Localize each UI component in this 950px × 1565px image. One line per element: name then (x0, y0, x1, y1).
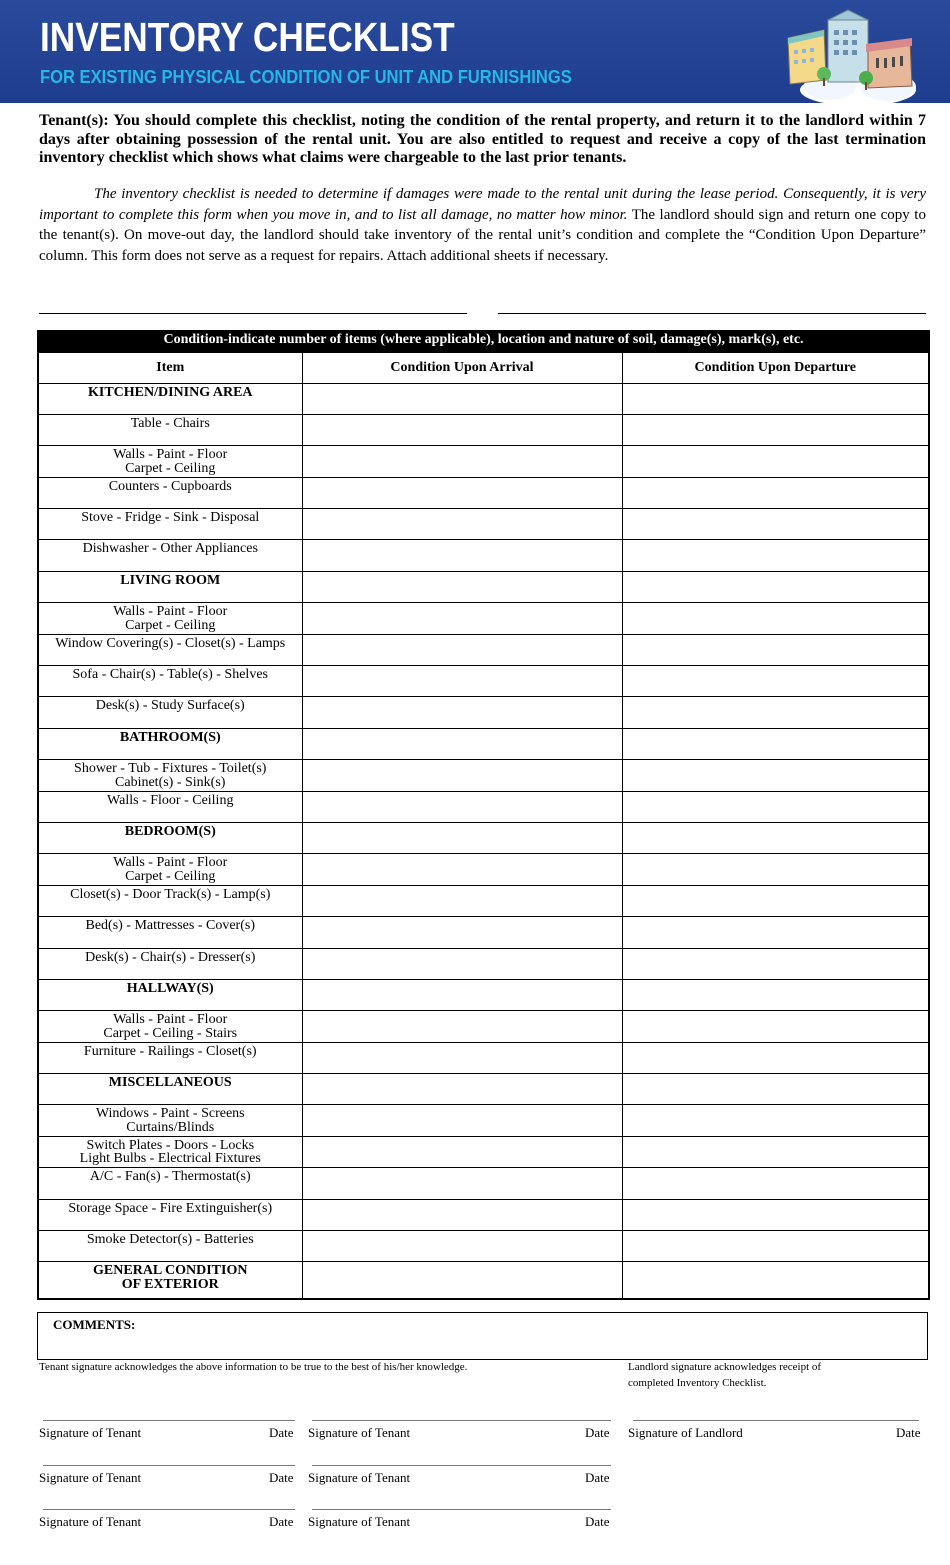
departure-condition-cell[interactable] (622, 760, 929, 791)
departure-condition-cell[interactable] (622, 885, 929, 916)
arrival-condition-cell[interactable] (302, 603, 622, 634)
buildings-logo-icon (780, 8, 930, 104)
landlord-ack-line-1: Landlord signature acknowledges receipt of (628, 1361, 822, 1373)
arrival-condition-cell[interactable] (302, 979, 622, 1010)
column-header-arrival: Condition Upon Arrival (302, 352, 622, 383)
section-row (38, 728, 929, 759)
signature-line[interactable] (312, 1465, 611, 1466)
arrival-condition-cell[interactable] (302, 540, 622, 571)
item-label: Shower - Tub - Fixtures - Toilet(s) Cabinet(s) - Sink(s) (38, 760, 302, 791)
comments-label: COMMENTS: (53, 1317, 136, 1332)
departure-condition-cell[interactable] (622, 1231, 929, 1262)
section-row (38, 571, 929, 602)
signature-tenant-label: Signature of Tenant (308, 1470, 411, 1485)
table-row (38, 1231, 929, 1262)
signature-landlord-label: Signature of Landlord (628, 1425, 743, 1440)
departure-condition-cell[interactable] (622, 697, 929, 728)
signature-tenant-label: Signature of Tenant (39, 1514, 142, 1529)
arrival-condition-cell[interactable] (302, 1105, 622, 1136)
section-row (38, 383, 929, 414)
item-label: Table - Chairs (38, 414, 302, 445)
departure-condition-cell[interactable] (622, 917, 929, 948)
item-label: Desk(s) - Study Surface(s) (38, 697, 302, 728)
departure-condition-cell[interactable] (622, 477, 929, 508)
arrival-condition-cell[interactable] (302, 854, 622, 885)
item-label: Windows - Paint - Screens Curtains/Blinds (38, 1105, 302, 1136)
section-label: HALLWAY(S) (38, 979, 302, 1010)
item-label: Desk(s) - Chair(s) - Dresser(s) (38, 948, 302, 979)
page-subtitle: FOR EXISTING PHYSICAL CONDITION OF UNIT AND FURNISHINGS (40, 67, 572, 87)
section-label: MISCELLANEOUS (38, 1074, 302, 1105)
signature-line[interactable] (43, 1420, 295, 1421)
table-row (38, 603, 929, 634)
arrival-condition-cell[interactable] (302, 477, 622, 508)
date-label: Date (585, 1425, 610, 1440)
departure-condition-cell[interactable] (622, 603, 929, 634)
arrival-condition-cell[interactable] (302, 697, 622, 728)
section-row (38, 822, 929, 853)
item-label: Counters - Cupboards (38, 477, 302, 508)
arrival-condition-cell[interactable] (302, 383, 622, 414)
explanation-italic: The inventory checklist is needed to determine if damages were made to the rental unit during the lease period. Consequently, it is very important to complete this form when you move in, and to list all damage, no matter how minor. (39, 186, 926, 223)
signature-tenant-label: Signature of Tenant (39, 1470, 142, 1485)
departure-condition-cell[interactable] (622, 1136, 929, 1167)
arrival-condition-cell[interactable] (302, 666, 622, 697)
column-header-departure: Condition Upon Departure (622, 352, 929, 383)
item-label: A/C - Fan(s) - Thermostat(s) (38, 1168, 302, 1199)
departure-condition-cell[interactable] (622, 1262, 929, 1299)
table-row (38, 509, 929, 540)
table-row (38, 1136, 929, 1167)
signature-line[interactable] (43, 1465, 295, 1466)
arrival-condition-cell[interactable] (302, 948, 622, 979)
table-row (38, 885, 929, 916)
departure-condition-cell[interactable] (622, 634, 929, 665)
date-label: Date (269, 1425, 294, 1440)
table-row (38, 948, 929, 979)
section-label: KITCHEN/DINING AREA (38, 383, 302, 414)
arrival-condition-cell[interactable] (302, 791, 622, 822)
departure-condition-cell[interactable] (622, 1199, 929, 1230)
item-label: Bed(s) - Mattresses - Cover(s) (38, 917, 302, 948)
table-row (38, 1199, 929, 1230)
blank-line-left[interactable] (39, 313, 467, 314)
arrival-condition-cell[interactable] (302, 760, 622, 791)
item-label: Smoke Detector(s) - Batteries (38, 1231, 302, 1262)
header-banner (0, 0, 950, 103)
table-row (38, 446, 929, 477)
signature-tenant-label: Signature of Tenant (308, 1425, 411, 1440)
page-title: INVENTORY CHECKLIST (40, 14, 455, 60)
departure-condition-cell[interactable] (622, 1074, 929, 1105)
table-row (38, 477, 929, 508)
departure-condition-cell[interactable] (622, 1011, 929, 1042)
signature-line[interactable] (312, 1509, 611, 1510)
item-label: Dishwasher - Other Appliances (38, 540, 302, 571)
inventory-table (37, 330, 930, 1300)
table-row (38, 854, 929, 885)
checklist-explanation (39, 184, 926, 266)
arrival-condition-cell[interactable] (302, 1199, 622, 1230)
blank-line-right[interactable] (498, 313, 926, 314)
item-label: Walls - Paint - Floor Carpet - Ceiling - Stairs (38, 1011, 302, 1042)
departure-condition-cell[interactable] (622, 1105, 929, 1136)
item-label: Walls - Paint - Floor Carpet - Ceiling (38, 854, 302, 885)
item-label: Window Covering(s) - Closet(s) - Lamps (38, 634, 302, 665)
departure-condition-cell[interactable] (622, 822, 929, 853)
signature-line[interactable] (633, 1420, 919, 1421)
table-row (38, 634, 929, 665)
tenant-acknowledgement: Tenant signature acknowledges the above information to be true to the best of his/her knowledge. (39, 1361, 468, 1373)
date-label: Date (585, 1514, 610, 1529)
landlord-ack-line-2: completed Inventory Checklist. (628, 1377, 767, 1389)
table-row (38, 791, 929, 822)
item-label: Stove - Fridge - Sink - Disposal (38, 509, 302, 540)
signature-tenant-label: Signature of Tenant (308, 1514, 411, 1529)
table-row (38, 697, 929, 728)
table-row (38, 1105, 929, 1136)
item-label: Walls - Paint - Floor Carpet - Ceiling (38, 603, 302, 634)
departure-condition-cell[interactable] (622, 854, 929, 885)
table-row (38, 540, 929, 571)
table-row (38, 666, 929, 697)
arrival-condition-cell[interactable] (302, 917, 622, 948)
arrival-condition-cell[interactable] (302, 1136, 622, 1167)
table-row (38, 917, 929, 948)
arrival-condition-cell[interactable] (302, 1074, 622, 1105)
landlord-acknowledgement (628, 1359, 928, 1391)
arrival-condition-cell[interactable] (302, 728, 622, 759)
departure-condition-cell[interactable] (622, 666, 929, 697)
explanation-body: The landlord should sign and return one copy to the tenant(s). On move-out day, the landlord should take inventory of the rental unit’s condition and complete the “Condition Upon Departure” column. This form does not serve as a request for repairs. Attach additional sheets if necessary. (39, 206, 926, 264)
item-label: Switch Plates - Doors - Locks Light Bulbs - Electrical Fixtures (38, 1136, 302, 1167)
table-row (38, 414, 929, 445)
departure-condition-cell[interactable] (622, 979, 929, 1010)
item-label: Walls - Paint - Floor Carpet - Ceiling (38, 446, 302, 477)
table-banner: Condition-indicate number of items (where applicable), location and nature of soil, damage(s), mark(s), etc. (38, 331, 929, 352)
item-label: Walls - Floor - Ceiling (38, 791, 302, 822)
section-label: GENERAL CONDITION OF EXTERIOR (38, 1262, 302, 1299)
departure-condition-cell[interactable] (622, 728, 929, 759)
departure-condition-cell[interactable] (622, 1168, 929, 1199)
departure-condition-cell[interactable] (622, 791, 929, 822)
section-row (38, 1262, 929, 1299)
table-row (38, 1011, 929, 1042)
date-label: Date (896, 1425, 921, 1440)
arrival-condition-cell[interactable] (302, 885, 622, 916)
arrival-condition-cell[interactable] (302, 1262, 622, 1299)
departure-condition-cell[interactable] (622, 414, 929, 445)
tenant-instructions: Tenant(s): You should complete this checklist, noting the condition of the rental property, and return it to the landlord within 7 days after obtaining possession of the rental unit. You are also entitled to request and receive a copy of the last termination inventory checklist which shows what claims were chargeable to the last prior tenants. (39, 112, 926, 166)
signature-line[interactable] (312, 1420, 611, 1421)
item-label: Furniture - Railings - Closet(s) (38, 1042, 302, 1073)
arrival-condition-cell[interactable] (302, 509, 622, 540)
section-label: BATHROOM(S) (38, 728, 302, 759)
arrival-condition-cell[interactable] (302, 634, 622, 665)
signature-tenant-label: Signature of Tenant (39, 1425, 142, 1440)
arrival-condition-cell[interactable] (302, 414, 622, 445)
item-label: Storage Space - Fire Extinguisher(s) (38, 1199, 302, 1230)
departure-condition-cell[interactable] (622, 1042, 929, 1073)
departure-condition-cell[interactable] (622, 948, 929, 979)
arrival-condition-cell[interactable] (302, 1011, 622, 1042)
item-label: Sofa - Chair(s) - Table(s) - Shelves (38, 666, 302, 697)
section-row (38, 1074, 929, 1105)
arrival-condition-cell[interactable] (302, 1042, 622, 1073)
date-label: Date (269, 1470, 294, 1485)
section-label: BEDROOM(S) (38, 822, 302, 853)
comments-box[interactable] (37, 1312, 928, 1360)
departure-condition-cell[interactable] (622, 509, 929, 540)
arrival-condition-cell[interactable] (302, 1168, 622, 1199)
departure-condition-cell[interactable] (622, 571, 929, 602)
column-header-item: Item (38, 352, 302, 383)
table-row (38, 760, 929, 791)
table-row (38, 1168, 929, 1199)
date-label: Date (585, 1470, 610, 1485)
arrival-condition-cell[interactable] (302, 1231, 622, 1262)
departure-condition-cell[interactable] (622, 383, 929, 414)
item-label: Closet(s) - Door Track(s) - Lamp(s) (38, 885, 302, 916)
section-row (38, 979, 929, 1010)
departure-condition-cell[interactable] (622, 540, 929, 571)
section-label: LIVING ROOM (38, 571, 302, 602)
table-row (38, 1042, 929, 1073)
signature-line[interactable] (43, 1509, 295, 1510)
arrival-condition-cell[interactable] (302, 446, 622, 477)
date-label: Date (269, 1514, 294, 1529)
arrival-condition-cell[interactable] (302, 822, 622, 853)
arrival-condition-cell[interactable] (302, 571, 622, 602)
departure-condition-cell[interactable] (622, 446, 929, 477)
